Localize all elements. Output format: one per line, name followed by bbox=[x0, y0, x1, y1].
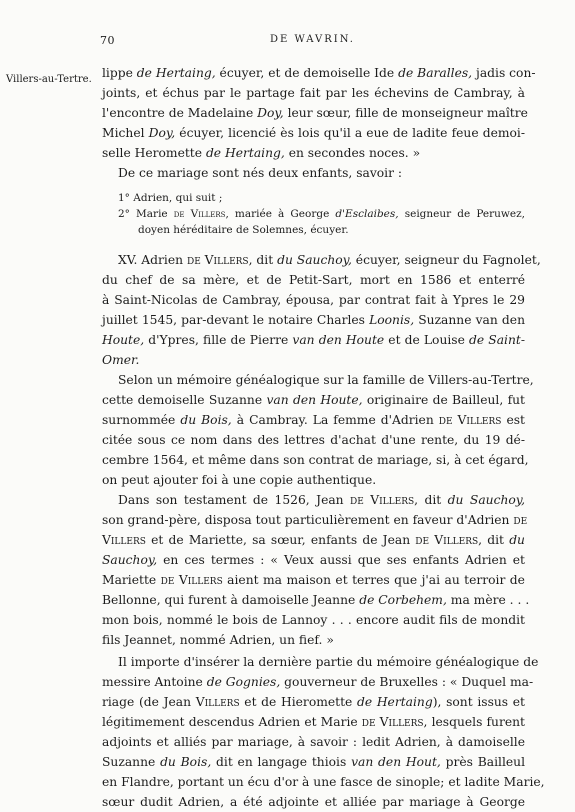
text-run: Villers bbox=[102, 533, 146, 547]
text-run: de Hertaing, bbox=[136, 66, 216, 80]
text-run: Suzanne bbox=[414, 313, 476, 327]
text-run: et de Hieromette bbox=[239, 695, 357, 709]
text-run: Villers bbox=[195, 695, 240, 709]
text-line bbox=[102, 63, 536, 83]
text-line bbox=[102, 610, 525, 630]
text-line bbox=[102, 712, 525, 732]
text-line bbox=[102, 83, 525, 103]
text-run: lesquels furent bbox=[427, 715, 525, 729]
text-run: Dans son testament de 1526, Jean bbox=[118, 493, 351, 507]
text-run: Houte, bbox=[102, 333, 145, 347]
text-run: l'encontre de Madelaine bbox=[102, 106, 258, 120]
text-line bbox=[102, 410, 525, 430]
text-line bbox=[102, 652, 539, 672]
text-line bbox=[102, 450, 529, 470]
text-run: Omer. bbox=[102, 353, 140, 367]
text-line bbox=[118, 206, 525, 222]
text-run: on peut ajouter foi à une copie authentique. bbox=[102, 473, 377, 487]
text-run: de Villers, bbox=[173, 208, 229, 220]
text-run: de bbox=[513, 513, 528, 527]
text-run: surnommée bbox=[102, 413, 181, 427]
text-run: Michel bbox=[102, 126, 149, 140]
text-line bbox=[102, 630, 525, 650]
running-head: DE WAVRIN. bbox=[270, 34, 355, 45]
text-run: à Cambray. La femme d'Adrien bbox=[231, 413, 439, 427]
text-line bbox=[102, 490, 525, 510]
text-run: ), sont issus et bbox=[432, 695, 525, 709]
text-run: du Bois, bbox=[180, 413, 232, 427]
text-run: van den Houte bbox=[292, 333, 385, 347]
text-line bbox=[102, 350, 525, 370]
text-run: de Villers, bbox=[350, 493, 419, 507]
text-run: ma mère . . . bbox=[446, 593, 530, 607]
text-run: en ces termes : « Veux aussi que ses enfants Adrien et bbox=[157, 553, 525, 567]
text-run: écuyer, licencié ès lois qu'il a eue de ladite feue demoi- bbox=[175, 126, 526, 140]
text-line bbox=[102, 570, 525, 590]
text-run: du bbox=[509, 533, 525, 547]
text-run: citée sous ce nom dans des lettres d'achat d'une rente, du 19 dé- bbox=[102, 433, 525, 447]
text-line bbox=[102, 390, 525, 410]
text-line bbox=[102, 752, 525, 772]
text-run: dit bbox=[252, 253, 278, 267]
text-run: dit en langage thiois bbox=[211, 755, 352, 769]
text-line bbox=[102, 672, 534, 692]
text-run: 2° Marie bbox=[118, 208, 174, 220]
text-run: jadis con- bbox=[472, 66, 536, 80]
text-run: Sauchoy, bbox=[102, 553, 158, 567]
text-line bbox=[102, 772, 545, 792]
text-run: de Corbehem, bbox=[359, 593, 447, 607]
text-run: mon bois, nommé le bois de Lannoy . . . encore audit fils de mondit bbox=[102, 613, 525, 627]
text-run: adjoints et alliés par mariage, à savoir : ledit Adrien, à damoiselle bbox=[102, 735, 525, 749]
text-run: van den Houte, bbox=[266, 393, 363, 407]
text-run: de Baralles, bbox=[398, 66, 473, 80]
margin-note: Villers-au-Tertre. bbox=[6, 74, 92, 85]
text-run: légitimement descendus Adrien et Marie bbox=[102, 715, 362, 729]
text-run: de Saint- bbox=[469, 333, 525, 347]
text-line bbox=[102, 590, 530, 610]
text-line bbox=[102, 470, 525, 490]
text-line bbox=[102, 103, 528, 123]
text-line bbox=[102, 792, 525, 812]
text-run: son grand-père, disposa tout particulièrement en faveur d'Adrien bbox=[102, 513, 514, 527]
text-line bbox=[102, 530, 525, 550]
page-header bbox=[0, 34, 575, 50]
text-run: doyen héréditaire de Solemnes, écuyer. bbox=[138, 224, 349, 236]
text-run: originaire de Bailleul, fut bbox=[362, 393, 525, 407]
text-run: Loonis, bbox=[369, 313, 415, 327]
text-run: de Villers bbox=[160, 573, 223, 587]
text-line bbox=[102, 430, 525, 450]
text-run: mariée à George bbox=[228, 208, 336, 220]
text-run: 1° Adrien, qui suit ; bbox=[118, 192, 223, 204]
text-line bbox=[102, 692, 525, 712]
text-line bbox=[102, 270, 525, 290]
text-run: et de Mariette, sa sœur, enfants de Jean bbox=[145, 533, 416, 547]
text-run: Doy, bbox=[148, 126, 176, 140]
text-run: fils Jeannet, nommé Adrien, un fief. » bbox=[102, 633, 334, 647]
text-run: juillet 1545, par-devant le notaire Charles bbox=[102, 313, 370, 327]
text-line bbox=[102, 123, 525, 143]
text-line bbox=[102, 310, 525, 330]
text-run: près Bailleul bbox=[440, 755, 526, 769]
text-run: selle Heromette bbox=[102, 146, 206, 160]
text-run: de Villers, bbox=[361, 715, 428, 729]
text-line bbox=[102, 250, 541, 270]
text-run: dit bbox=[482, 533, 510, 547]
text-run: cembre 1564, et même dans son contrat de mariage, si, à cet égard, bbox=[102, 453, 529, 467]
text-run: aient ma maison et terres que j'ai au terroir de bbox=[222, 573, 525, 587]
text-run: Suzanne bbox=[102, 755, 161, 769]
text-line bbox=[102, 290, 525, 310]
text-run: de Hertaing bbox=[357, 695, 433, 709]
text-run: de Villers, bbox=[186, 253, 253, 267]
text-run: dit bbox=[418, 493, 448, 507]
text-run: cette demoiselle Suzanne bbox=[102, 393, 267, 407]
text-run: XV. Adrien bbox=[118, 253, 187, 267]
text-line bbox=[102, 510, 528, 530]
text-run: seigneur de Peruwez, bbox=[398, 208, 525, 220]
text-line bbox=[102, 732, 525, 752]
text-run: joints, et échus par le partage fait par les échevins de Cambray, à bbox=[102, 86, 525, 100]
text-line bbox=[118, 190, 525, 206]
text-run: Il importe d'insérer la dernière partie du mémoire généalogique de bbox=[118, 655, 539, 669]
text-run: à Saint-Nicolas de Cambray, épousa, par contrat fait à Ypres le 29 bbox=[102, 293, 525, 307]
page-number: 70 bbox=[100, 34, 115, 47]
text-line bbox=[102, 370, 534, 390]
text-run: en Flandre, portant un écu d'or à une fasce de sinople; et ladite Marie, bbox=[102, 775, 545, 789]
text-run: écuyer, seigneur du Fagnolet, bbox=[351, 253, 541, 267]
text-run: en secondes noces. » bbox=[284, 146, 421, 160]
text-run: de Gognies, bbox=[206, 675, 281, 689]
text-run: et de Louise bbox=[384, 333, 470, 347]
text-line bbox=[102, 143, 525, 163]
text-run: du Sauchoy, bbox=[447, 493, 525, 507]
text-run: van den Hout, bbox=[351, 755, 441, 769]
text-run: du chef de sa mère, et de Petit-Sart, mort en 1586 et enterré bbox=[102, 273, 525, 287]
text-run: lippe bbox=[102, 66, 137, 80]
text-run: De ce mariage sont nés deux enfants, savoir : bbox=[118, 166, 403, 180]
text-run: Doy, bbox=[257, 106, 284, 120]
text-run: riage (de Jean bbox=[102, 695, 196, 709]
text-run: leur sœur, fille de monseigneur maître bbox=[283, 106, 528, 120]
text-line bbox=[102, 163, 525, 183]
text-line bbox=[102, 550, 525, 570]
text-run: messire Antoine bbox=[102, 675, 207, 689]
text-run: Bellonne, qui furent à damoiselle Jeanne bbox=[102, 593, 360, 607]
text-run: d'Esclaibes, bbox=[335, 208, 399, 220]
text-run: de Villers bbox=[438, 413, 502, 427]
text-run: de Villers, bbox=[415, 533, 483, 547]
text-line bbox=[138, 222, 525, 238]
text-run: Mariette bbox=[102, 573, 161, 587]
text-line bbox=[102, 330, 525, 350]
text-run: du Bois, bbox=[160, 755, 212, 769]
text-run: Selon un mémoire généalogique sur la famille de Villers-au-Tertre, bbox=[118, 373, 534, 387]
text-run: de Hertaing, bbox=[205, 146, 285, 160]
text-run: écuyer, et de demoiselle Ide bbox=[215, 66, 399, 80]
text-run: sœur dudit Adrien, a été adjointe et alliée par mariage à George bbox=[102, 795, 525, 809]
text-run: du Sauchoy, bbox=[277, 253, 352, 267]
text-run: van den bbox=[475, 313, 525, 327]
text-run: d'Ypres, fille de Pierre bbox=[144, 333, 293, 347]
text-run: est bbox=[501, 413, 525, 427]
text-run: gouverneur de Bruxelles : « Duquel ma- bbox=[280, 675, 534, 689]
